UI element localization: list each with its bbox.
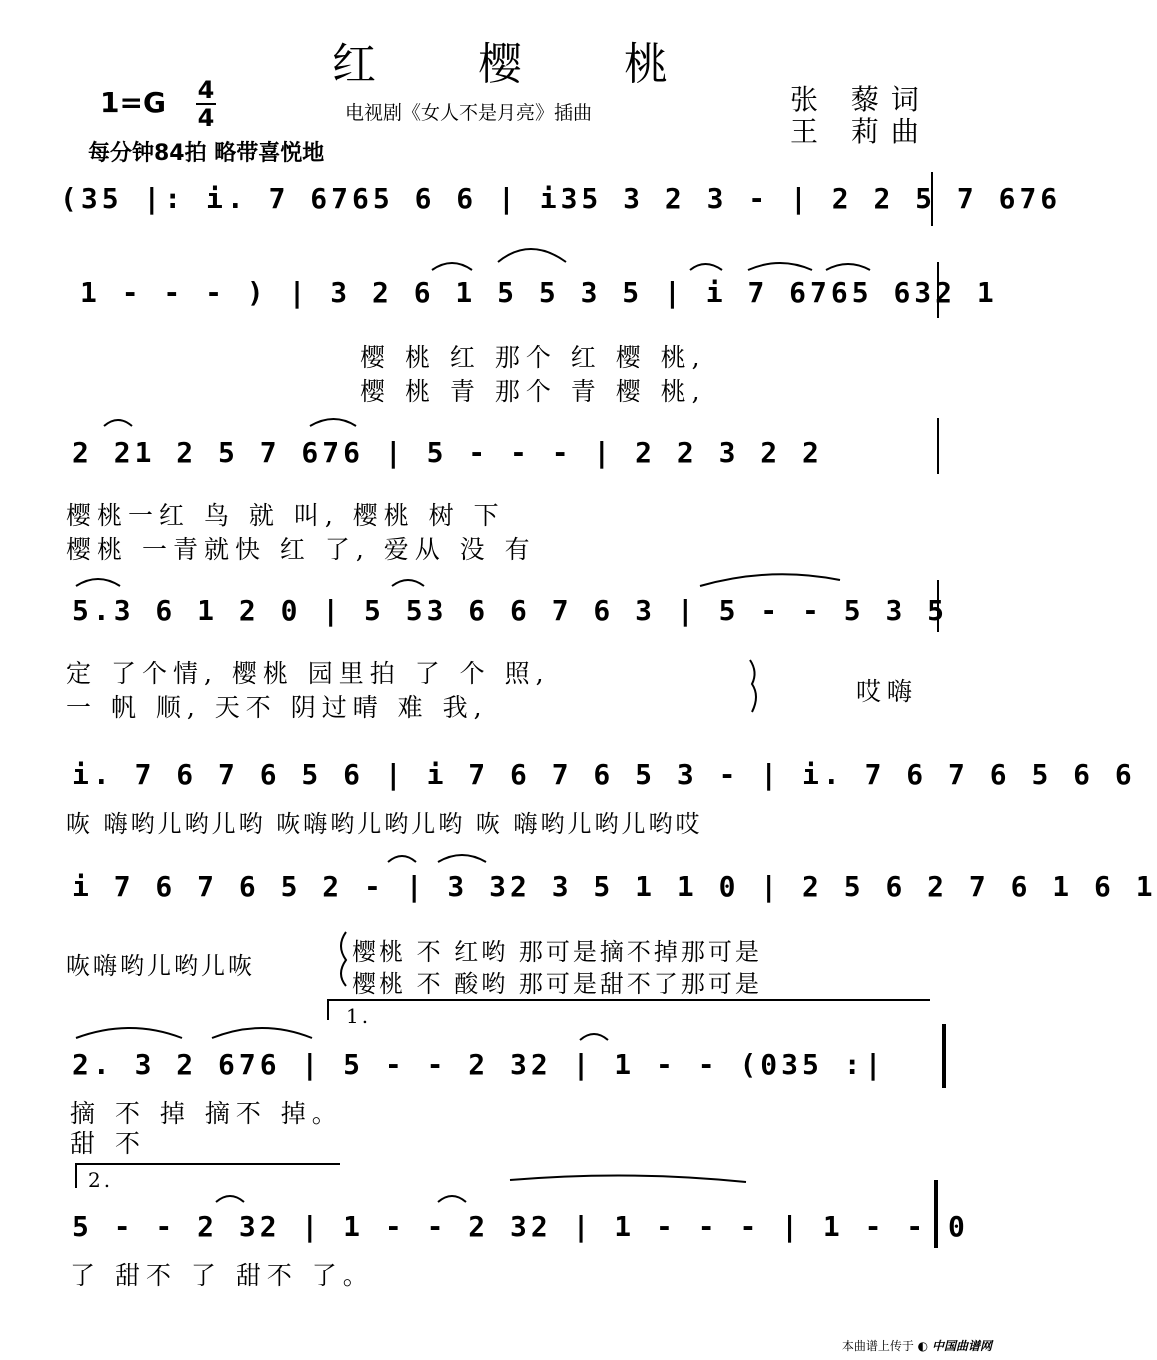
- score-row-3-notes: 2 21 2 5 7 676 | 5 - - - | 2 2 3 2 2: [72, 436, 823, 469]
- volta-1-label: 1.: [346, 1004, 372, 1028]
- song-title: 红 樱 桃: [332, 39, 712, 90]
- score-row-1-notes: (35 |: i. 7 6765 6 6 | i35 3 2 3 - | 2 2 5 7 676: [60, 182, 1062, 215]
- score-row-3-lyric-1: 樱桃一红 鸟 就 叫, 樱桃 树 下: [66, 501, 505, 530]
- score-row-6-lyric-1: 咴嗨哟儿哟儿咴: [66, 952, 255, 980]
- site-logo-icon: ◐: [917, 1339, 929, 1353]
- score-row-8-notes: 5 - - 2 32 | 1 - - 2 32 | 1 - - - | 1 - - 0: [72, 1210, 969, 1243]
- score-row-4-lyric-2: 一 帆 顺, 天不 阴过晴 难 我,: [66, 693, 488, 722]
- score-row-6-lyric-3: 樱桃 不 酸哟 那可是甜不了那可是: [352, 970, 762, 998]
- meter-top: 4: [197, 76, 215, 104]
- score-row-5-lyric-1: 咴 嗨哟儿哟儿哟 咴嗨哟儿哟儿哟 咴 嗨哟儿哟儿哟哎: [66, 810, 703, 838]
- score-row-7-notes: 2. 3 2 676 | 5 - - 2 32 | 1 - - (035 :|: [72, 1048, 886, 1081]
- score-row-6-lyric-2: 樱桃 不 红哟 那可是摘不掉那可是: [352, 938, 762, 966]
- score-row-5-notes: i. 7 6 7 6 5 6 | i 7 6 7 6 5 3 - | i. 7 6 7 6 5 6 6: [72, 758, 1136, 791]
- score-row-2-lyric-2: 樱 桃 青 那个 青 樱 桃,: [360, 377, 706, 406]
- key-signature: 1=G: [100, 86, 166, 119]
- score-row-4-side-lyric: 哎嗨: [856, 677, 919, 706]
- subtitle: 电视剧《女人不是月亮》插曲: [345, 102, 593, 124]
- volta-2-label: 2.: [88, 1168, 114, 1192]
- footer-site: 中国曲谱网: [931, 1339, 992, 1353]
- footer-prefix: 本曲谱上传于: [841, 1339, 914, 1353]
- lyricist-credit: 张 藜词: [790, 83, 931, 116]
- meter-bottom: 4: [197, 104, 215, 132]
- score-row-6-notes: i 7 6 7 6 5 2 - | 3 32 3 5 1 1 0 | 2 5 6 2 7 6 1 6 1: [72, 870, 1157, 903]
- composer-credit: 王 莉曲: [790, 115, 931, 148]
- score-row-7-lyric-2: 甜 不: [70, 1129, 146, 1158]
- score-row-2-lyric-1: 樱 桃 红 那个 红 樱 桃,: [360, 343, 706, 372]
- score-row-2-notes: 1 - - - ) | 3 2 6 1 5 5 3 5 | i 7 6765 632 1: [80, 276, 998, 309]
- score-row-3-lyric-2: 樱桃 一青就快 红 了, 爱从 没 有: [66, 535, 536, 564]
- score-row-8-lyric-1: 了 甜不 了 甜不 了。: [70, 1261, 374, 1290]
- tempo-marking: 每分钟84拍 略带喜悦地: [88, 141, 325, 166]
- footer-credit: [842, 1337, 992, 1354]
- score-row-4-notes: 5.3 6 1 2 0 | 5 53 6 6 7 6 3 | 5 - - 5 3 5: [72, 594, 949, 627]
- score-row-7-lyric-1: 摘 不 掉 摘不 掉。: [70, 1099, 343, 1128]
- score-row-4-lyric-1: 定 了个情, 樱桃 园里拍 了 个 照,: [66, 659, 550, 688]
